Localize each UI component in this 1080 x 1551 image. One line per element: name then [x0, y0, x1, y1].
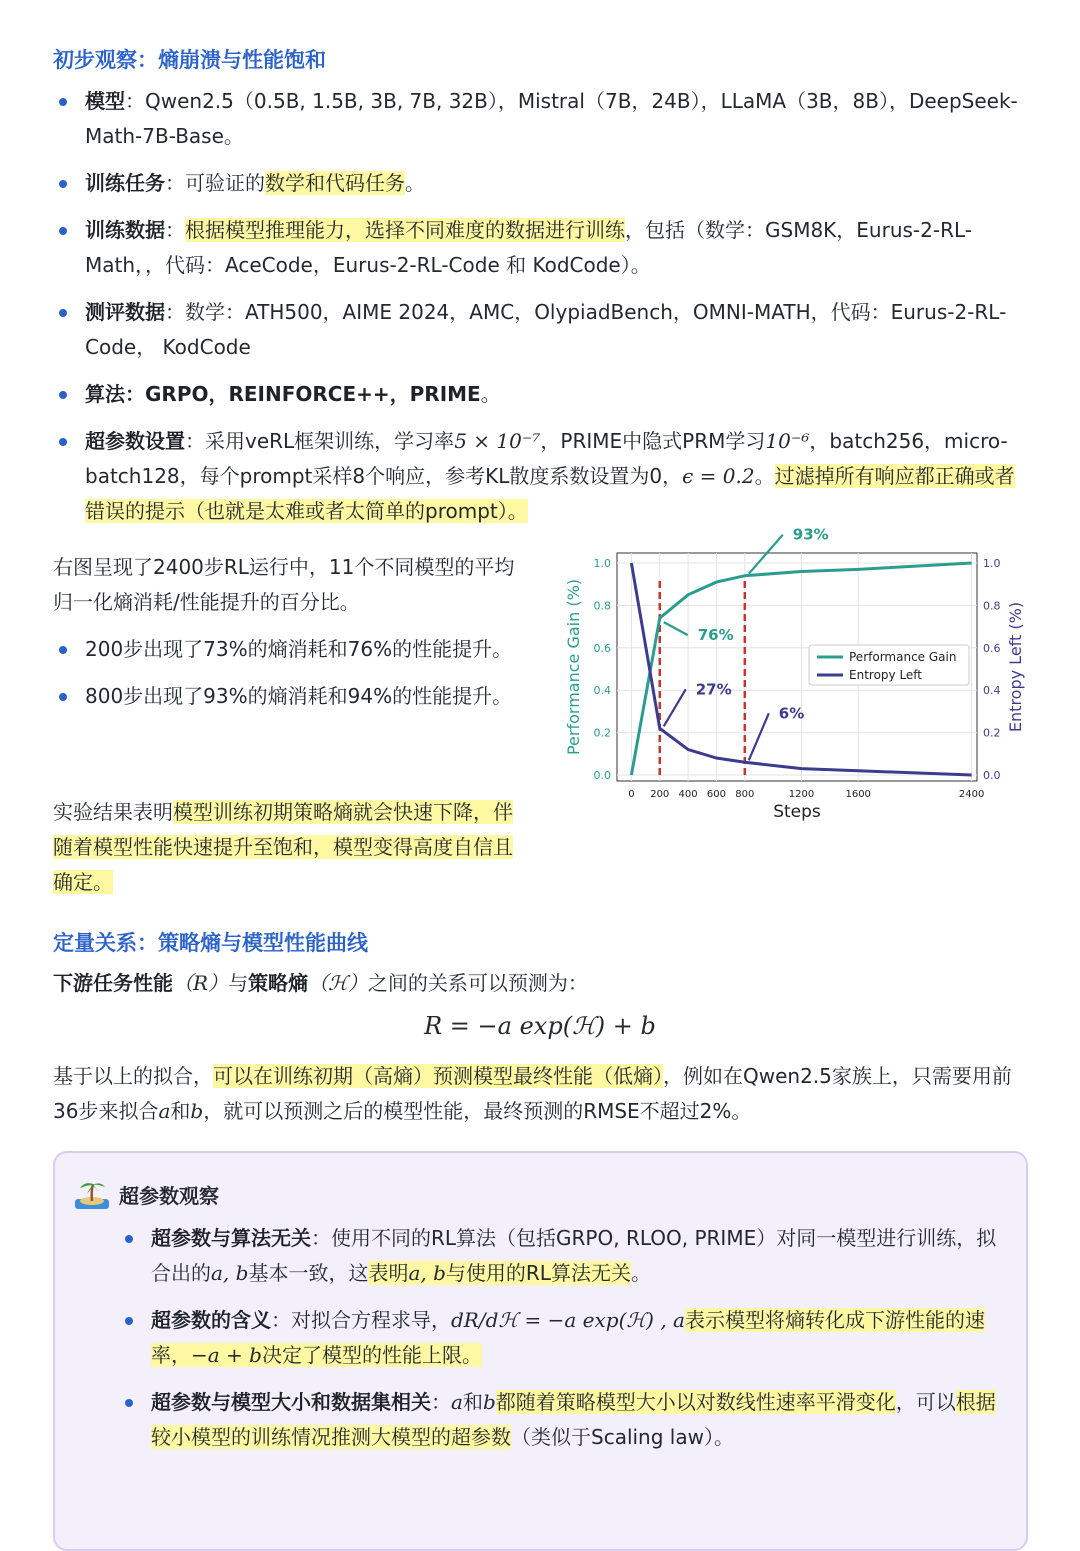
section-title-quantitative: 定量关系：策略熵与模型性能曲线 — [53, 931, 368, 955]
list-item-eval-data: 测评数据：数学：ATH500，AIME 2024，AMC，OlypiadBench，OMNI-MATH，代码：Eurus-2-RL-Code， KodCode — [53, 295, 1028, 365]
x-tick-label: 400 — [678, 789, 698, 800]
y-axis-label-left: Performance Gain (%) — [564, 578, 583, 756]
y-tick-right: 0.6 — [983, 641, 1001, 655]
formula: R = −a exp(ℋ) + b — [424, 1012, 656, 1040]
annotation-label: 27% — [695, 680, 732, 699]
y-tick-left: 0.8 — [593, 599, 611, 613]
x-tick-label: 1600 — [845, 789, 871, 800]
step-findings-list — [53, 632, 513, 726]
island-icon — [75, 1179, 109, 1209]
callout-list — [119, 1221, 1009, 1467]
list-item-algo-independent: 超参数与算法无关：使用不同的RL算法（包括GRPO, RLOO, PRIME）对同一模型进行训练，拟合出的a, b基本一致，这表明a, b与使用的RL算法无关。 — [119, 1221, 1009, 1291]
callout-title: 超参数观察 — [75, 1179, 219, 1209]
list-item-step-800: 800步出现了93%的熵消耗和94%的性能提升。 — [53, 679, 513, 714]
section-title-observation: 初步观察：熵崩溃与性能饱和 — [53, 48, 326, 72]
list-item-meaning: 超参数的含义：对拟合方程求导，dR/dℋ = −a exp(ℋ) , a表示模型将熵转化成下游性能的速率，−a + b决定了模型的性能上限。 — [119, 1303, 1009, 1373]
relation-lead: 下游任务性能（R）与策略熵（ℋ）之间的关系可以预测为： — [53, 971, 588, 995]
list-item-train-data: 训练数据：根据模型推理能力，选择不同难度的数据进行训练，包括（数学：GSM8K，Eurus-2-RL-Math，，代码：AceCode，Eurus-2-RL-Code 和 KodCode）。 — [53, 213, 1028, 283]
y-axis-label-right: Entropy Left (%) — [1006, 601, 1025, 733]
x-tick-label: 2400 — [958, 789, 985, 800]
y-tick-left: 0.2 — [593, 726, 611, 740]
x-tick-label: 800 — [735, 789, 755, 800]
x-tick-label: 200 — [650, 789, 670, 800]
list-item-task: 训练任务：可验证的数学和代码任务。 — [53, 166, 1028, 201]
fit-paragraph: 基于以上的拟合，可以在训练初期（高熵）预测模型最终性能（低熵），例如在Qwen2.5家族上，只需要用前36步来拟合a和b，就可以预测之后的模型性能，最终预测的RMSE不超过2%。 — [53, 1064, 1012, 1123]
x-tick-label: 600 — [706, 789, 726, 800]
y-tick-right: 0.4 — [983, 684, 1001, 698]
annotation-label: 93% — [792, 525, 829, 544]
y-tick-left: 1.0 — [593, 557, 611, 570]
y-tick-right: 1.0 — [983, 557, 1001, 570]
y-tick-right: 0.0 — [983, 769, 1001, 782]
annotation-label: 6% — [778, 704, 805, 723]
list-item-algorithm: 算法：GRPO，REINFORCE++，PRIME。 — [53, 377, 1028, 412]
x-tick-label: 1200 — [788, 789, 815, 800]
list-item-model: 模型：Qwen2.5（0.5B, 1.5B, 3B, 7B, 32B），Mistral（7B，24B），LLaMA（3B，8B），DeepSeek-Math-7B-Base。 — [53, 84, 1028, 154]
x-axis-label: Steps — [773, 802, 821, 822]
list-item-hyperparams: 超参数设置：采用veRL框架训练，学习率5 × 10⁻⁷，PRIME中隐式PRM学习10⁻⁶，batch256，micro-batch128，每个prompt采样8个响应，参考KL散度系数设置为0，ϵ = 0.2。过滤掉所有响应都正确或者错误的提示（也就是太难或者太简单的prompt）。 — [53, 424, 1028, 529]
y-tick-right: 0.8 — [983, 599, 1001, 613]
conclusion-text: 实验结果表明模型训练初期策略熵就会快速下降，伴随着模型性能快速提升至饱和，模型变得高度自信且确定。 — [53, 800, 513, 894]
hyperparam-callout — [53, 1151, 1028, 1551]
setup-list — [53, 84, 1028, 541]
legend-label: Performance Gain — [849, 650, 957, 664]
list-item-scale: 超参数与模型大小和数据集相关：a和b都随着策略模型大小以对数线性速率平滑变化，可以根据较小模型的训练情况推测大模型的超参数（类似于Scaling law）。 — [119, 1385, 1009, 1455]
list-item-step-200: 200步出现了73%的熵消耗和76%的性能提升。 — [53, 632, 513, 667]
y-tick-right: 0.2 — [983, 726, 1001, 740]
annotation-label: 76% — [697, 626, 734, 645]
entropy-performance-chart — [555, 525, 1045, 845]
legend-label: Entropy Left — [849, 668, 923, 682]
chart-intro-text: 右图呈现了2400步RL运行中，11个不同模型的平均归一化熵消耗/性能提升的百分比。 — [53, 555, 515, 614]
x-tick-label: 0 — [628, 789, 635, 800]
y-tick-left: 0.4 — [593, 684, 611, 698]
y-tick-left: 0.0 — [593, 769, 611, 782]
y-tick-left: 0.6 — [593, 641, 611, 655]
